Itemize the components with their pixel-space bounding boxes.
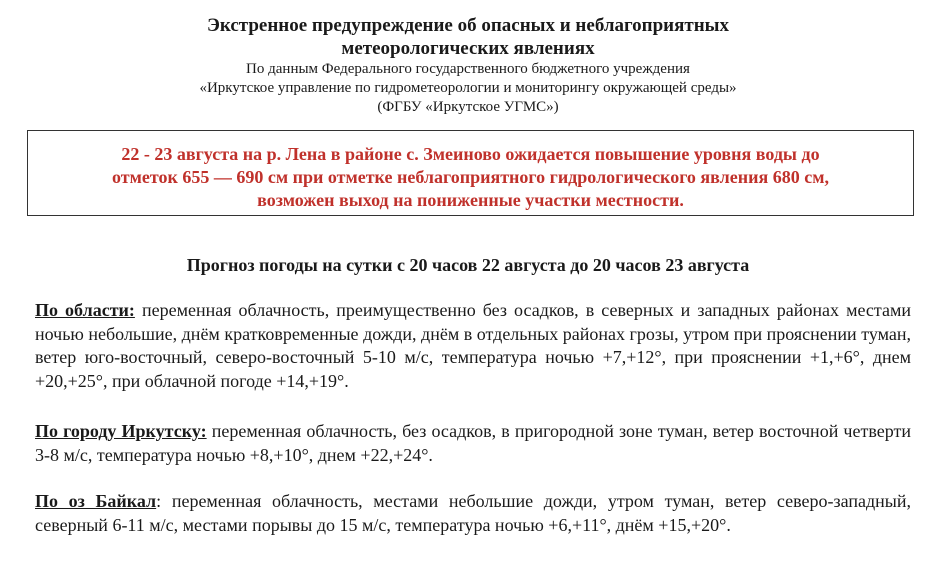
flood-warning-box: [27, 130, 914, 216]
document-title-line-1: Экстренное предупреждение об опасных и неблагоприятных: [206, 15, 730, 36]
city-forecast-label: По городу Иркутску:: [35, 421, 207, 441]
flood-warning-line-2: отметок 655 — 690 см при отметке неблагоприятного гидрологического явления 680 см,: [112, 167, 829, 187]
flood-warning-line-1: 22 - 23 августа на р. Лена в районе с. Змеиново ожидается повышение уровня воды до: [121, 144, 820, 164]
source-line-3: (ФГБУ «Иркутское УГМС»): [377, 99, 559, 115]
document-header: [0, 14, 936, 117]
region-forecast-label: По области:: [35, 300, 135, 320]
forecast-heading: Прогноз погоды на сутки с 20 часов 22 августа до 20 часов 23 августа: [186, 255, 750, 275]
source-line-2: «Иркутское управление по гидрометеорологии и мониторингу окружающей среды»: [199, 80, 737, 96]
baikal-forecast-text: : переменная облачность, местами небольшие дожди, утром туман, ветер северо-западный, северный 6-11 м/с, местами порывы до 15 м/с, температура ночью +6,+11°, днём +15,+20°.: [35, 491, 911, 535]
document-title-line-2: метеорологических явлениях: [341, 38, 595, 59]
city-forecast-paragraph: [35, 420, 911, 467]
flood-warning-line-3: возможен выход на пониженные участки местности.: [257, 190, 684, 210]
region-forecast-text: переменная облачность, преимущественно без осадков, в северных и западных районах местами ночью небольшие, днём кратковременные дожди, днём в отдельных районах грозы, утром при прояснении туман, ветер юго-восточный, северо-восточный 5-10 м/с, температура ночью +7,+12°, при прояснении +1,+6°, днем +20,+25°, при облачной погоде +14,+19°.: [35, 300, 911, 391]
region-forecast-paragraph: [35, 299, 911, 393]
baikal-forecast-label: По оз Байкал: [35, 491, 157, 511]
baikal-forecast-paragraph: [35, 490, 911, 537]
city-forecast-text: переменная облачность, без осадков, в пригородной зоне туман, ветер восточной четверти 3-8 м/с, температура ночью +8,+10°, днем +22,+24°.: [35, 421, 911, 465]
source-line-1: По данным Федерального государственного бюджетного учреждения: [246, 61, 690, 77]
